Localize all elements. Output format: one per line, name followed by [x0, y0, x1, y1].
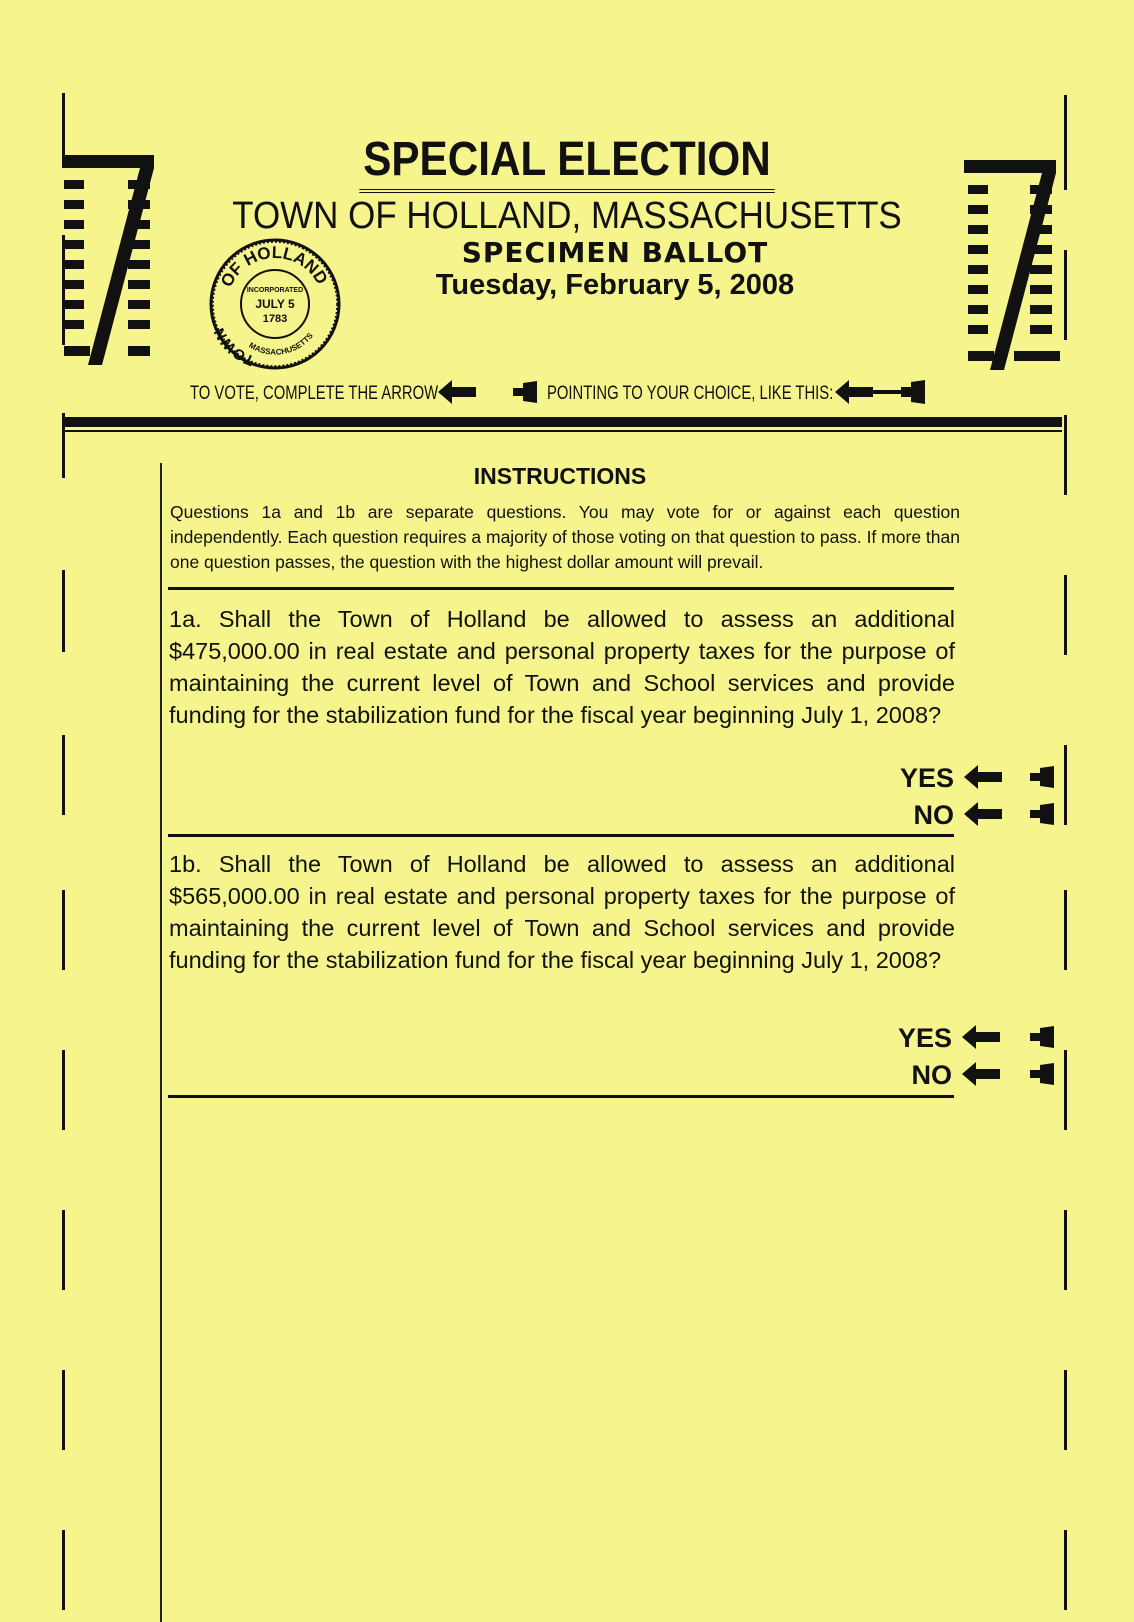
- question-1b-yes-vote-target[interactable]: [1030, 1026, 1054, 1048]
- arrow-tail-icon: [513, 381, 537, 403]
- specimen-ballot-label: SPECIMEN BALLOT: [461, 236, 769, 269]
- svg-text:INCORPORATED: INCORPORATED: [246, 287, 304, 294]
- svg-text:OF HOLLAND: OF HOLLAND: [216, 242, 332, 291]
- header-divider: [62, 417, 1062, 427]
- instructions-body: Questions 1a and 1b are separate questions. You may vote for or against each question independently. Each question requires a majority of those voting on that question to pass. If more than one question passes, the question with the highest dollar amount will prevail.: [170, 502, 960, 572]
- question-1a-yes-label: YES: [899, 763, 954, 793]
- section-divider: [168, 1095, 954, 1098]
- completed-arrow-example-icon: [835, 379, 935, 405]
- question-1a-no-label: NO: [913, 800, 954, 830]
- question-1a-yes-arrow-head-icon: [964, 765, 1002, 789]
- question-1a-yes-vote-target[interactable]: [1030, 766, 1054, 788]
- election-date: Tuesday, February 5, 2008: [435, 269, 795, 301]
- section-divider: [168, 587, 954, 590]
- town-name: TOWN OF HOLLAND, MASSACHUSETTS: [232, 195, 902, 237]
- svg-text:JULY 5: JULY 5: [255, 297, 295, 311]
- question-1a-text: 1a. Shall the Town of Holland be allowed to assess an additional $475,000.00 in real estate and personal property taxes for the purpose of maintaining the current level of Town and School services and provide funding for the stabilization fund for the fiscal year beginning July 1, 2008?: [169, 606, 955, 728]
- header-divider-thin: [62, 430, 1062, 432]
- content-left-border: [160, 463, 162, 1622]
- svg-text:MASSACHUSETTS: MASSACHUSETTS: [247, 331, 315, 357]
- question-1b-no-label: NO: [911, 1060, 952, 1090]
- question-1a-no-arrow-head-icon: [964, 802, 1002, 826]
- question-1a-no-vote-target[interactable]: [1030, 803, 1054, 825]
- vote-instruction-part1: TO VOTE, COMPLETE THE ARROW: [190, 383, 439, 404]
- question-1b-yes-label: YES: [897, 1023, 952, 1053]
- arrow-head-icon: [438, 380, 476, 404]
- section-divider: [168, 834, 954, 837]
- election-title: SPECIAL ELECTION: [68, 132, 1066, 193]
- svg-text:1783: 1783: [262, 313, 288, 325]
- instructions-heading: INSTRUCTIONS: [473, 463, 647, 489]
- vote-instruction-part2: POINTING TO YOUR CHOICE, LIKE THIS:: [547, 383, 834, 404]
- question-1b-no-vote-target[interactable]: [1030, 1063, 1054, 1085]
- town-seal: [207, 236, 343, 372]
- svg-text:TOWN: TOWN: [210, 325, 257, 370]
- question-1b-text: 1b. Shall the Town of Holland be allowed to assess an additional $565,000.00 in real estate and personal property taxes for the purpose of maintaining the current level of Town and School services and provide funding for the stabilization fund for the fiscal year beginning July 1, 2008?: [169, 851, 955, 973]
- question-1b-yes-arrow-head-icon: [962, 1025, 1000, 1049]
- question-1b-no-arrow-head-icon: [962, 1062, 1000, 1086]
